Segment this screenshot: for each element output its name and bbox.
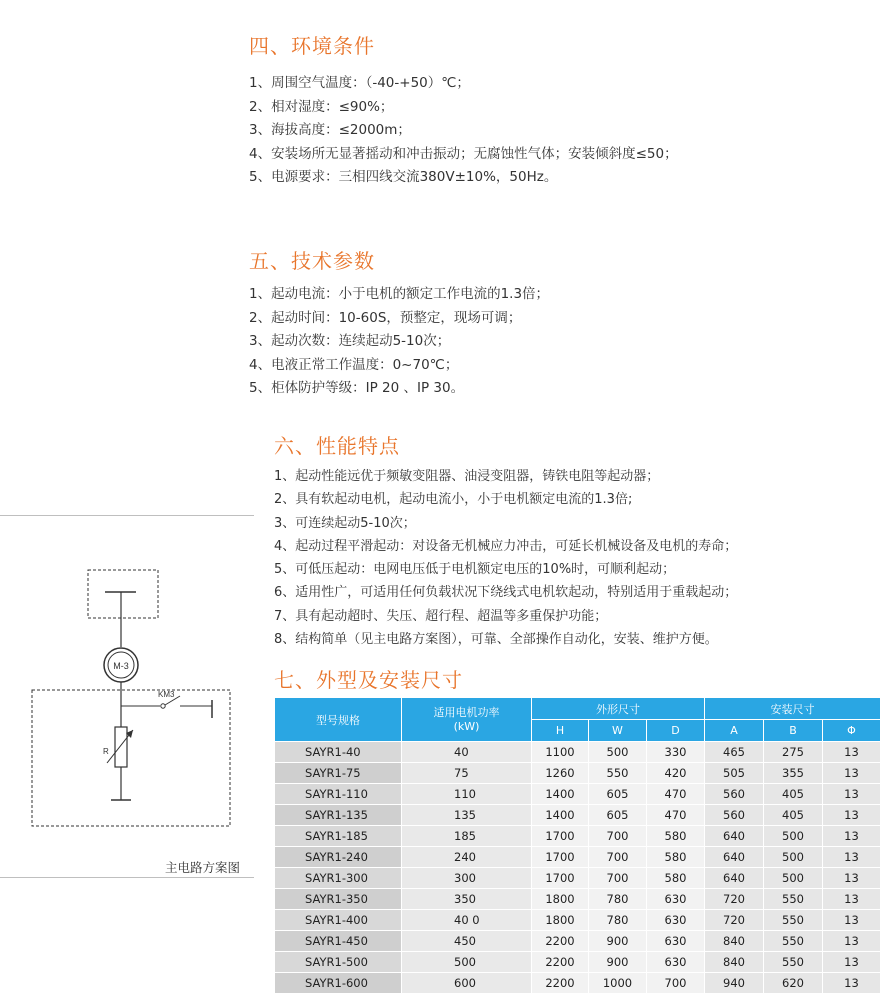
cell-w: 605	[589, 784, 647, 805]
cell-w: 1000	[589, 973, 647, 994]
cell-d: 580	[647, 868, 705, 889]
cell-phi: 13	[823, 805, 880, 826]
cell-d: 330	[647, 742, 705, 763]
list-item: 1、起动电流：小于电机的额定工作电流的1.3倍；	[249, 286, 550, 302]
cell-phi: 13	[823, 826, 880, 847]
divider-bottom	[0, 877, 254, 878]
cell-model: SAYR1-450	[275, 931, 402, 952]
cell-h: 2200	[532, 973, 589, 994]
cell-power: 600	[402, 973, 532, 994]
resistor	[115, 727, 127, 767]
cell-w: 780	[589, 910, 647, 931]
cell-b: 405	[764, 784, 823, 805]
cell-h: 2200	[532, 952, 589, 973]
cell-model: SAYR1-110	[275, 784, 402, 805]
contactor-label: KM3	[158, 690, 175, 699]
cell-phi: 13	[823, 973, 880, 994]
header-install: 安装尺寸	[705, 698, 880, 720]
circuit-caption: 主电路方案图	[165, 860, 241, 875]
list-item: 8、结构简单（见主电路方案图），可靠、全部操作自动化，安装、维护方便。	[274, 632, 718, 648]
cell-w: 780	[589, 889, 647, 910]
section6-title: 六、性能特点	[274, 434, 400, 458]
cell-b: 500	[764, 847, 823, 868]
cell-phi: 13	[823, 889, 880, 910]
section4-list	[249, 72, 678, 190]
cell-a: 560	[705, 784, 764, 805]
dimension-table	[274, 697, 880, 994]
cell-w: 900	[589, 952, 647, 973]
header-b: B	[764, 720, 823, 742]
cell-phi: 13	[823, 763, 880, 784]
cell-power: 135	[402, 805, 532, 826]
cell-d: 630	[647, 910, 705, 931]
cell-model: SAYR1-240	[275, 847, 402, 868]
cell-power: 110	[402, 784, 532, 805]
cell-phi: 13	[823, 910, 880, 931]
cell-a: 720	[705, 889, 764, 910]
cell-w: 605	[589, 805, 647, 826]
cell-a: 840	[705, 952, 764, 973]
table-row	[275, 805, 880, 826]
table-row	[275, 889, 880, 910]
cell-w: 700	[589, 868, 647, 889]
cell-h: 1800	[532, 889, 589, 910]
header-model: 型号规格	[275, 698, 402, 742]
cell-a: 465	[705, 742, 764, 763]
cell-phi: 13	[823, 931, 880, 952]
cell-d: 470	[647, 805, 705, 826]
cell-h: 1260	[532, 763, 589, 784]
header-phi: Φ	[823, 720, 880, 742]
cell-d: 420	[647, 763, 705, 784]
header-h: H	[532, 720, 589, 742]
header-d: D	[647, 720, 705, 742]
list-item: 2、相对湿度：≤90%；	[249, 98, 394, 115]
cell-phi: 13	[823, 847, 880, 868]
cell-model: SAYR1-185	[275, 826, 402, 847]
cell-power: 185	[402, 826, 532, 847]
cell-model: SAYR1-300	[275, 868, 402, 889]
table-row	[275, 910, 880, 931]
list-item: 4、起动过程平滑起动：对设备无机械应力冲击，可延长机械设备及电机的寿命；	[274, 538, 738, 554]
list-item: 1、起动性能远优于频敏变阻器、油浸变阻器，铸铁电阻等起动器；	[274, 469, 660, 484]
cell-b: 355	[764, 763, 823, 784]
cell-power: 500	[402, 952, 532, 973]
cell-b: 620	[764, 973, 823, 994]
cell-model: SAYR1-400	[275, 910, 402, 931]
section5-title: 五、技术参数	[249, 249, 375, 273]
resistor-label: R	[103, 747, 109, 756]
cell-power: 40 0	[402, 910, 532, 931]
cell-b: 405	[764, 805, 823, 826]
cell-b: 550	[764, 952, 823, 973]
section4-title: 四、环境条件	[249, 34, 375, 58]
list-item: 3、海拔高度：≤2000m；	[249, 122, 411, 138]
cell-a: 640	[705, 826, 764, 847]
list-item: 4、安装场所无显著摇动和冲击振动；无腐蚀性气体；安装倾斜度≤50；	[249, 145, 678, 162]
section7-title: 七、外型及安装尺寸	[274, 668, 463, 692]
cell-power: 75	[402, 763, 532, 784]
table-row	[275, 784, 880, 805]
cell-h: 2200	[532, 931, 589, 952]
cell-h: 1400	[532, 805, 589, 826]
header-a: A	[705, 720, 764, 742]
divider-top	[0, 515, 254, 516]
header-dimensions: 外形尺寸	[532, 698, 705, 720]
cell-phi: 13	[823, 742, 880, 763]
list-item: 1、周围空气温度：（-40-+50）℃；	[249, 75, 470, 91]
cell-a: 640	[705, 847, 764, 868]
cell-phi: 13	[823, 784, 880, 805]
cell-h: 1700	[532, 847, 589, 868]
table-row	[275, 742, 880, 763]
table-row	[275, 826, 880, 847]
list-item: 7、具有起动超时、失压、超行程、超温等多重保护功能；	[274, 608, 608, 624]
cell-d: 630	[647, 931, 705, 952]
table-body	[275, 742, 880, 994]
main-circuit-diagram	[0, 520, 254, 880]
table-row	[275, 868, 880, 889]
cell-a: 940	[705, 973, 764, 994]
list-item: 2、起动时间：10-60S，预整定，现场可调；	[249, 309, 522, 326]
cell-power: 350	[402, 889, 532, 910]
cell-a: 505	[705, 763, 764, 784]
cell-a: 560	[705, 805, 764, 826]
list-item: 3、可连续起动5-10次；	[274, 515, 416, 531]
cell-h: 1400	[532, 784, 589, 805]
cell-b: 275	[764, 742, 823, 763]
header-w: W	[589, 720, 647, 742]
cell-power: 240	[402, 847, 532, 868]
section6-list	[274, 465, 737, 651]
list-item: 5、柜体防护等级：IP 20 、IP 30。	[249, 380, 465, 396]
cell-model: SAYR1-75	[275, 763, 402, 784]
cell-d: 630	[647, 952, 705, 973]
table-row	[275, 847, 880, 868]
cell-model: SAYR1-135	[275, 805, 402, 826]
cell-b: 550	[764, 910, 823, 931]
cell-h: 1700	[532, 868, 589, 889]
cell-model: SAYR1-500	[275, 952, 402, 973]
contactor-contact	[161, 704, 165, 708]
cell-h: 1100	[532, 742, 589, 763]
cell-h: 1800	[532, 910, 589, 931]
cell-w: 500	[589, 742, 647, 763]
list-item: 6、适用性广，可适用任何负载状况下绕线式电机软起动，特别适用于重载起动；	[274, 585, 738, 601]
breaker-box	[88, 570, 158, 618]
resistor-box	[32, 690, 230, 826]
cell-w: 700	[589, 847, 647, 868]
cell-model: SAYR1-600	[275, 973, 402, 994]
list-item: 5、电源要求：三相四线交流380V±10%，50Hz。	[249, 169, 558, 185]
cell-model: SAYR1-350	[275, 889, 402, 910]
cell-b: 500	[764, 868, 823, 889]
cell-power: 40	[402, 742, 532, 763]
list-item: 2、具有软起动电机，起动电流小，小于电机额定电流的1.3倍;	[274, 492, 633, 508]
table-row	[275, 763, 880, 784]
list-item: 4、电液正常工作温度：0~70℃；	[249, 356, 459, 373]
cell-power: 450	[402, 931, 532, 952]
table-row	[275, 931, 880, 952]
cell-model: SAYR1-40	[275, 742, 402, 763]
cell-d: 700	[647, 973, 705, 994]
table-row	[275, 973, 880, 994]
cell-w: 900	[589, 931, 647, 952]
cell-power: 300	[402, 868, 532, 889]
cell-a: 720	[705, 910, 764, 931]
motor-label: M-3	[113, 661, 129, 671]
cell-d: 580	[647, 847, 705, 868]
cell-a: 640	[705, 868, 764, 889]
list-item: 3、起动次数：连续起动5-10次；	[249, 333, 451, 349]
header-power: 适用电机功率 (kW)	[402, 698, 532, 742]
cell-d: 630	[647, 889, 705, 910]
section5-list	[249, 283, 549, 401]
cell-d: 470	[647, 784, 705, 805]
cell-b: 550	[764, 931, 823, 952]
cell-w: 550	[589, 763, 647, 784]
cell-b: 550	[764, 889, 823, 910]
cell-phi: 13	[823, 868, 880, 889]
table-row	[275, 952, 880, 973]
cell-a: 840	[705, 931, 764, 952]
list-item: 5、可低压起动：电网电压低于电机额定电压的10%时，可顺利起动；	[274, 562, 676, 578]
cell-d: 580	[647, 826, 705, 847]
cell-w: 700	[589, 826, 647, 847]
cell-phi: 13	[823, 952, 880, 973]
cell-b: 500	[764, 826, 823, 847]
cell-h: 1700	[532, 826, 589, 847]
